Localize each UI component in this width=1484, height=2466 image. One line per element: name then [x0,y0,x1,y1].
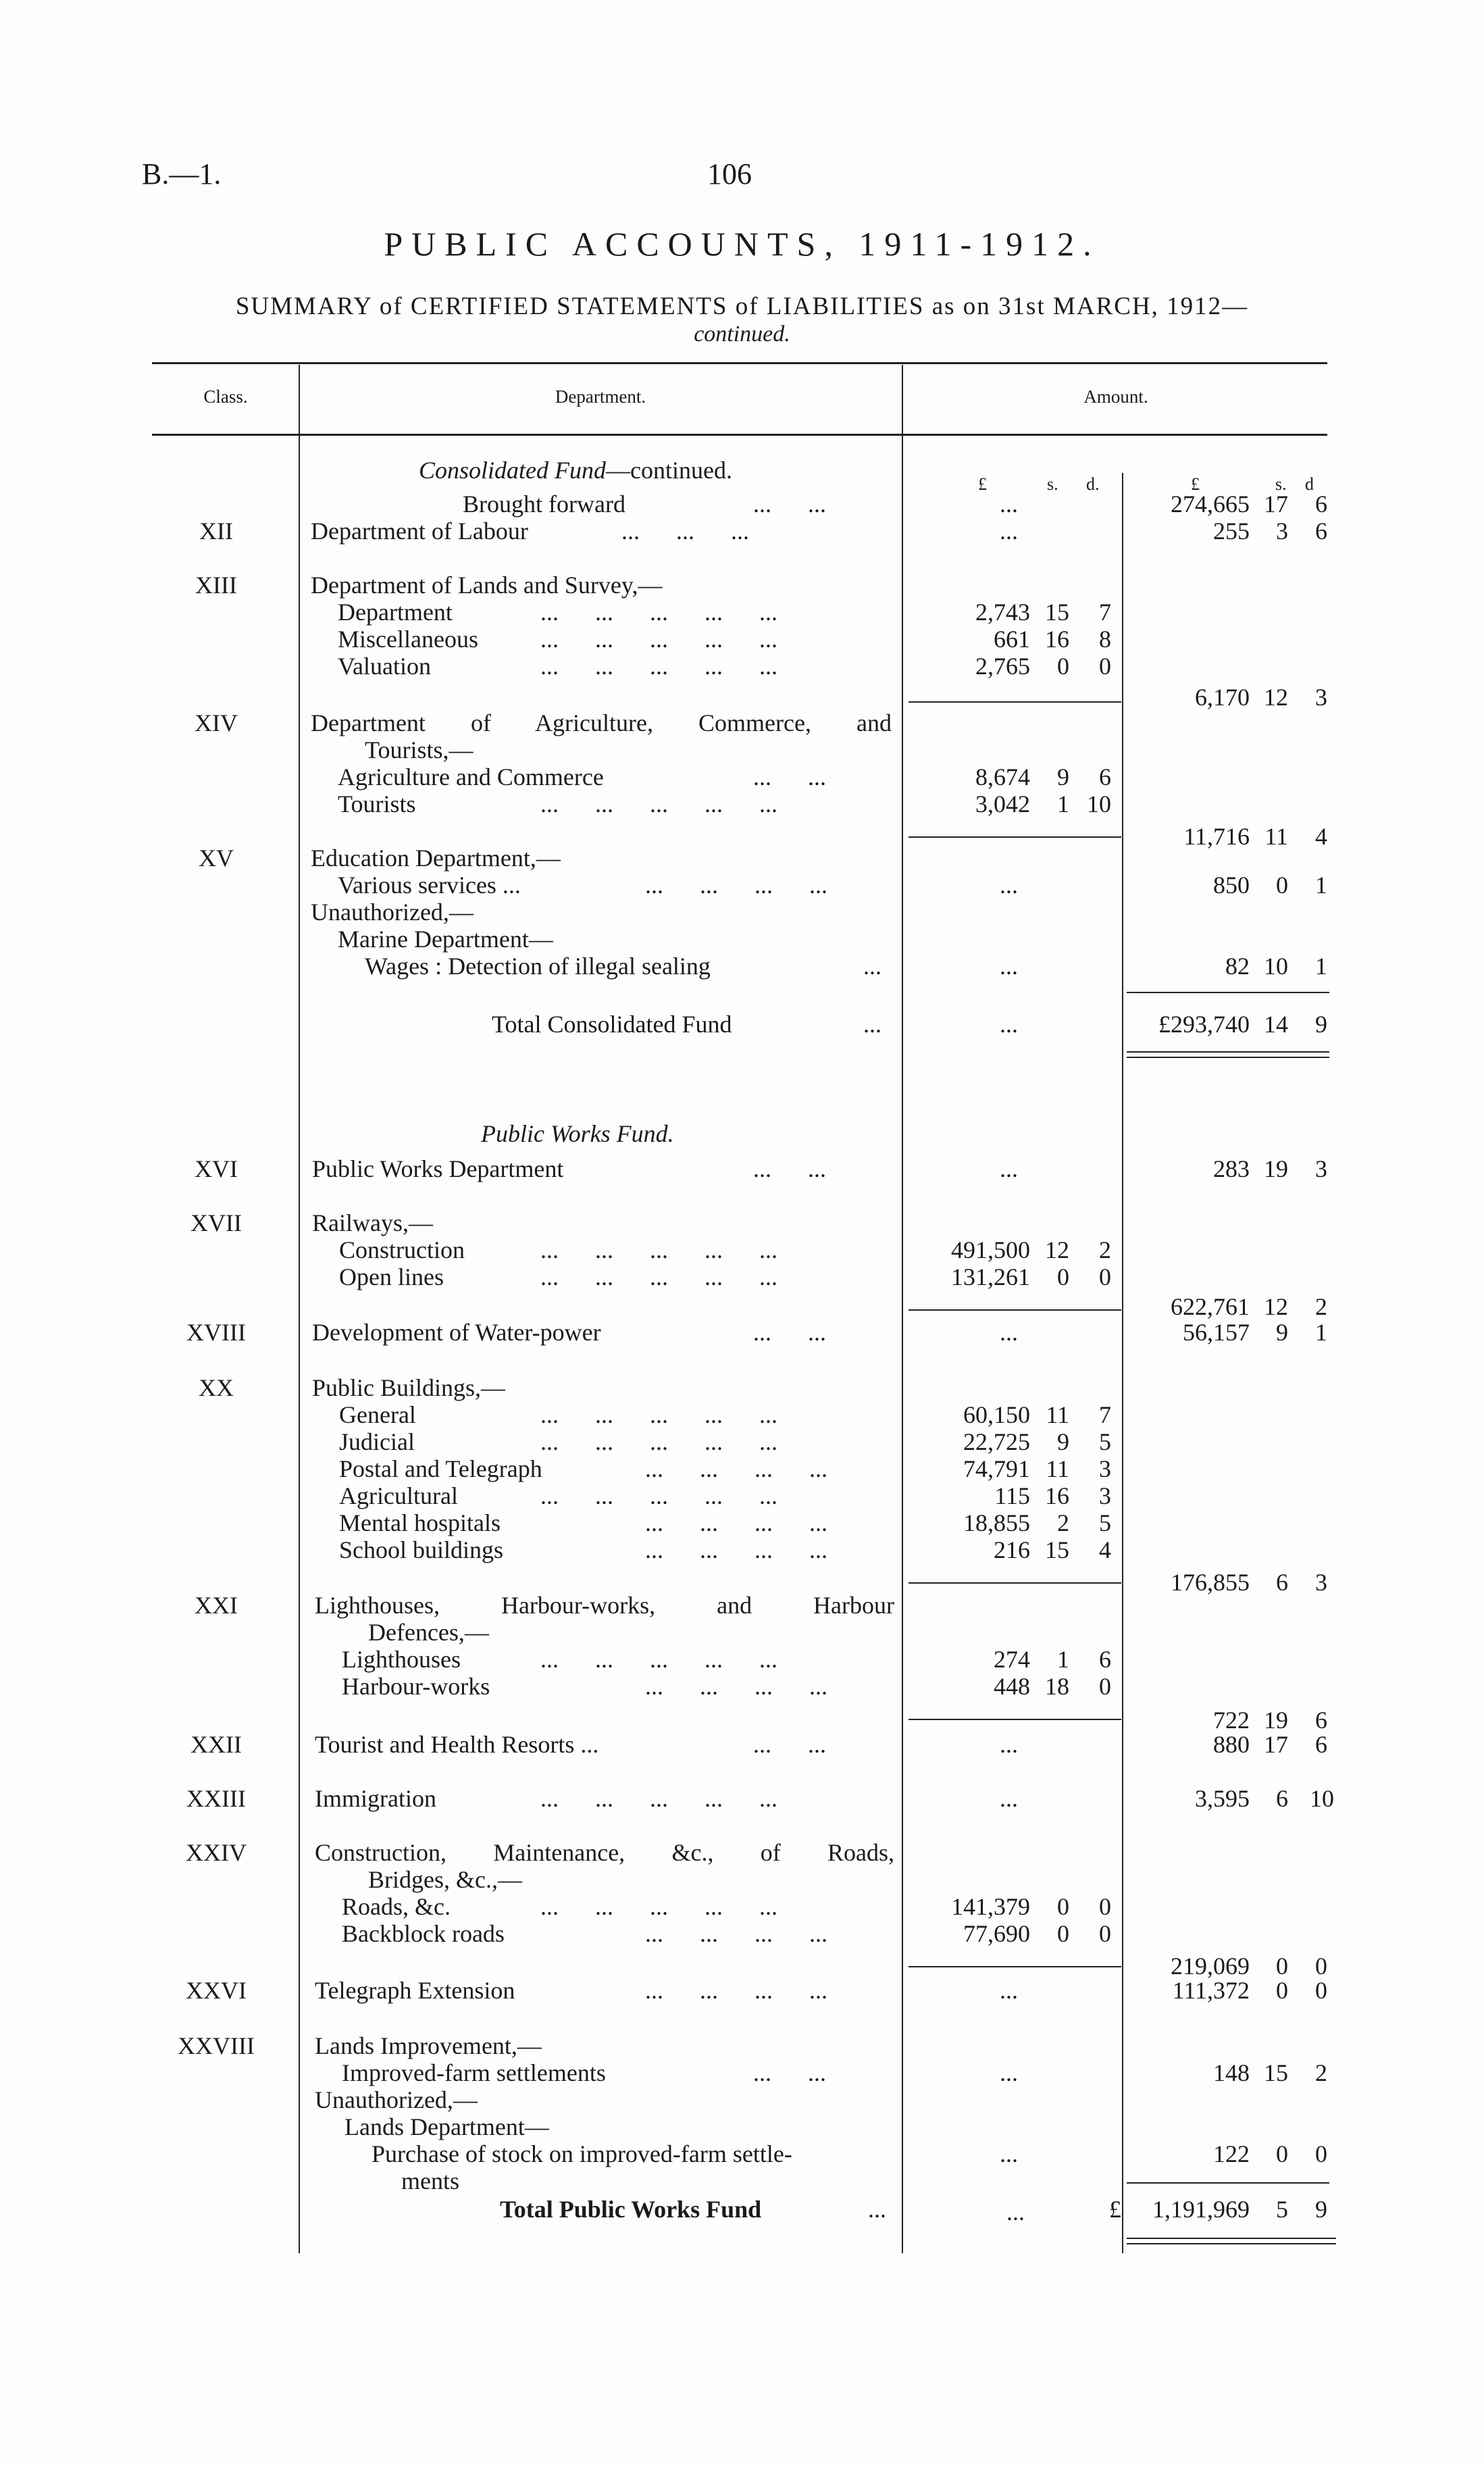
xiii-item-label: Miscellaneous [338,626,478,653]
xxviii-pounds: 148 [1213,2059,1250,2086]
public-works-total-pound-sign: £ [1109,2196,1121,2223]
xxi-total-pounds: 722 [1213,1707,1250,1734]
xxvi-pence: 0 [1315,1977,1327,2004]
dots: ... [1000,1731,1018,1758]
xxiv-total-pounds: 219,069 [1171,1953,1250,1980]
xviii-shillings: 9 [1276,1319,1288,1346]
xx-item-pounds: 18,855 [963,1509,1030,1536]
xxiii-pounds: 3,595 [1195,1785,1250,1812]
dots: ... [1000,1785,1018,1812]
xxviii-label: Lands Improvement,— [315,2032,542,2059]
table-header-rule [152,434,1327,436]
class-xx: XX [199,1374,234,1401]
leaders: ... ... [753,1319,826,1346]
xxiv-item-pence: 0 [1099,1920,1111,1947]
leaders: ... ... ... ... [645,1536,827,1563]
dots: ... [1000,2059,1018,2086]
brought-forward-label: Brought forward [463,490,625,518]
xxiv-item-shillings: 0 [1057,1920,1069,1947]
xiii-total-shillings: 12 [1264,684,1288,711]
xiv-total-shillings: 11 [1264,823,1288,850]
total-double-rule [1127,2238,1336,2239]
consolidated-total-pence: 9 [1315,1011,1327,1038]
xii-label: Department of Labour [311,518,528,545]
leaders: ... ... ... ... [645,1977,827,2004]
xvii-item-pence: 2 [1099,1236,1111,1263]
xv-sub-label: Various services ... [338,872,521,899]
dots: ... [1000,872,1018,899]
xiii-item-pounds: 661 [994,626,1030,653]
xxi-item-shillings: 1 [1057,1646,1069,1673]
xxiii-label: Immigration [315,1785,436,1812]
leaders: ... ... ... ... ... [540,1236,777,1263]
document-subtitle-continued: continued. [694,322,790,347]
dots: ... [1000,518,1018,545]
xiv-total-pounds: 11,716 [1183,823,1250,850]
xx-total-pounds: 176,855 [1171,1569,1250,1596]
subtotal-rule [909,1309,1121,1311]
xvii-item-shillings: 12 [1045,1236,1069,1263]
xvii-total-shillings: 12 [1264,1293,1288,1320]
leaders: ... [863,953,881,980]
xvi-label: Public Works Department [312,1155,564,1182]
xv-label: Education Department,— [311,845,561,872]
unit-shilling-1: s. [1047,474,1058,494]
subtotal-rule [909,836,1121,838]
xx-item-label: School buildings [339,1536,504,1563]
xx-item-label: Mental hospitals [339,1509,501,1536]
class-xiii: XIII [195,572,237,599]
xv-pence: 1 [1315,872,1327,899]
unit-pound-1: £ [978,474,987,494]
xii-shillings: 3 [1276,518,1288,545]
xvii-label: Railways,— [312,1209,433,1236]
leaders: ... ... ... ... [645,1673,827,1700]
class-xxi: XXI [195,1592,238,1619]
leaders: ... ... ... ... [645,1455,827,1482]
xx-item-label: Agricultural [339,1482,458,1509]
xxiii-pence: 10 [1310,1785,1334,1812]
unauthorized-pence: 1 [1315,953,1327,980]
dots: ... [1000,490,1018,518]
xii-pence: 6 [1315,518,1327,545]
leaders: ... [863,1011,881,1038]
leaders: ... ... ... ... ... [540,1482,777,1509]
xiii-item-pounds: 2,743 [975,599,1030,626]
consolidated-total-pounds: £293,740 [1158,1011,1250,1038]
xiii-item-pence: 0 [1099,653,1111,680]
xv-shillings: 0 [1276,872,1288,899]
xxii-pounds: 880 [1213,1731,1250,1758]
xiii-item-pence: 8 [1099,626,1111,653]
xiii-item-pence: 7 [1099,599,1111,626]
xiv-item-label: Agriculture and Commerce [338,763,604,790]
xvii-item-pence: 0 [1099,1263,1111,1290]
xx-total-shillings: 6 [1276,1569,1288,1596]
pw-unauthorized-label: Unauthorized,— [315,2086,478,2113]
leaders: ... ... ... ... ... [540,790,777,817]
xxvi-label: Telegraph Extension [315,1977,515,2004]
consolidated-fund-heading-italic: Consolidated Fund [419,457,606,484]
class-xxiii: XXIII [186,1785,246,1812]
unauthorized-label: Unauthorized,— [311,899,474,926]
xiv-label-line2: Tourists,— [365,736,474,763]
dots: ... [1000,2140,1018,2167]
xiv-label-line1: Department of Agriculture, Commerce, and [311,709,892,736]
leaders: ... ... [753,2059,826,2086]
pw-unauthorized-pence: 0 [1315,2140,1327,2167]
xiii-item-label: Department [338,599,453,626]
xxvi-pounds: 111,372 [1172,1977,1250,2004]
xiii-item-pounds: 2,765 [975,653,1030,680]
xx-item-pounds: 22,725 [963,1428,1030,1455]
xxi-item-label: Lighthouses [342,1646,461,1673]
xxviii-pence: 2 [1315,2059,1327,2086]
xvii-item-label: Construction [339,1236,465,1263]
xx-item-pence: 4 [1099,1536,1111,1563]
leaders: ... ... [753,763,826,790]
document-subtitle: SUMMARY of CERTIFIED STATEMENTS of LIABILITIES as on 31st MARCH, 1912— [235,293,1249,320]
subtotal-rule [909,1582,1121,1584]
xx-total-pence: 3 [1315,1569,1327,1596]
xx-item-shillings: 9 [1057,1428,1069,1455]
xiv-item-label: Tourists [338,790,416,817]
leaders: ... ... ... ... ... [540,1646,777,1673]
xx-item-shillings: 2 [1057,1509,1069,1536]
xiv-item-shillings: 1 [1057,790,1069,817]
consolidated-total-label: Total Consolidated Fund [492,1011,732,1038]
class-xxvi: XXVI [186,1977,247,2004]
xxiv-item-pounds: 141,379 [951,1893,1030,1920]
xiii-total-pence: 3 [1315,684,1327,711]
xxiv-total-pence: 0 [1315,1953,1327,1980]
public-works-total-shillings: 5 [1276,2196,1288,2223]
leaders: ... ... ... ... ... [540,1893,777,1920]
xx-item-pounds: 60,150 [963,1401,1030,1428]
total-rule-top [1127,992,1329,993]
xvii-item-shillings: 0 [1057,1263,1069,1290]
leaders: ... ... [753,1155,826,1182]
xx-item-pence: 7 [1099,1401,1111,1428]
xxiv-item-pence: 0 [1099,1893,1111,1920]
xx-item-pence: 3 [1099,1482,1111,1509]
leaders: ... ... ... ... [645,872,827,899]
unauthorized-shillings: 10 [1264,953,1288,980]
xx-item-pence: 3 [1099,1455,1111,1482]
xviii-label: Development of Water-power [312,1319,601,1346]
xii-pounds: 255 [1213,518,1250,545]
xiii-item-shillings: 0 [1057,653,1069,680]
xxvi-shillings: 0 [1276,1977,1288,2004]
subtotal-rule [909,1719,1121,1720]
xx-item-pence: 5 [1099,1428,1111,1455]
leaders: ... [868,2196,886,2223]
leaders: ... ... [753,490,826,518]
unauthorized-detail-label: Wages : Detection of illegal sealing [365,953,711,980]
xvi-pence: 3 [1315,1155,1327,1182]
public-works-total-pence: 9 [1315,2196,1327,2223]
leaders: ... ... ... ... ... [540,1428,777,1455]
leaders: ... ... ... ... ... [540,1785,777,1812]
xx-item-label: General [339,1401,416,1428]
dots: ... [1000,953,1018,980]
consolidated-fund-heading [419,457,732,484]
xxi-item-label: Harbour-works [342,1673,490,1700]
xiii-item-shillings: 15 [1045,599,1069,626]
xxi-total-pence: 6 [1315,1707,1327,1734]
report-reference: B.—1. [142,157,222,191]
amount-inner-divider [1122,473,1123,2253]
pw-unauthorized-sub-label: Lands Department— [344,2113,549,2140]
xx-item-shillings: 11 [1046,1455,1069,1482]
xxviii-shillings: 15 [1264,2059,1288,2086]
brought-forward-shillings: 17 [1264,490,1288,518]
consolidated-fund-heading-cont: —continued. [606,457,732,484]
leaders: ... ... ... ... ... [540,626,777,653]
class-xxviii: XXVIII [178,2032,255,2059]
xiii-item-shillings: 16 [1045,626,1069,653]
xxi-item-shillings: 18 [1045,1673,1069,1700]
xxi-item-pounds: 448 [994,1673,1030,1700]
table-top-rule [152,362,1327,364]
page-number: 106 [707,157,752,191]
class-xvii: XVII [190,1209,242,1236]
dots: ... [1000,1319,1018,1346]
xxiv-item-label: Backblock roads [342,1920,505,1947]
xvii-total-pounds: 622,761 [1171,1293,1250,1320]
xx-item-pounds: 115 [994,1482,1030,1509]
xvii-item-pounds: 491,500 [951,1236,1030,1263]
consolidated-total-shillings: 14 [1264,1011,1288,1038]
xviii-pounds: 56,157 [1183,1319,1250,1346]
pw-unauthorized-detail-line2: ments [401,2167,459,2194]
class-xxii: XXII [190,1731,242,1758]
pw-unauthorized-detail-line1: Purchase of stock on improved-farm settle- [372,2140,792,2167]
xxi-label-line1: Lighthouses, Harbour-works, and Harbour [315,1592,894,1619]
xv-pounds: 850 [1213,872,1250,899]
xxi-item-pence: 6 [1099,1646,1111,1673]
subtotal-rule [909,1966,1121,1967]
xiii-label: Department of Lands and Survey,— [311,572,663,599]
xvii-item-label: Open lines [339,1263,444,1290]
public-works-total-pounds: 1,191,969 [1152,2196,1250,2223]
xiv-item-shillings: 9 [1057,763,1069,790]
leaders: ... ... [753,1731,826,1758]
xx-item-pounds: 74,791 [963,1455,1030,1482]
xxiv-item-label: Roads, &c. [342,1893,451,1920]
class-xvi: XVI [195,1155,238,1182]
xvii-total-pence: 2 [1315,1293,1327,1320]
public-works-fund-heading: Public Works Fund. [481,1120,674,1147]
xiv-item-pounds: 8,674 [975,763,1030,790]
xiv-total-pence: 4 [1315,823,1327,850]
leaders: ... ... ... [621,518,749,545]
unit-shilling-2: s. [1275,474,1287,494]
xxi-label-line2: Defences,— [368,1619,489,1646]
xxiii-shillings: 6 [1276,1785,1288,1812]
department-column-divider [902,365,903,2253]
xxi-item-pounds: 274 [994,1646,1030,1673]
xiv-item-pence: 10 [1087,790,1111,817]
pw-unauthorized-pounds: 122 [1213,2140,1250,2167]
xvii-item-pounds: 131,261 [951,1263,1030,1290]
total-rule-top [1127,2182,1329,2184]
xviii-pence: 1 [1315,1319,1327,1346]
xxiv-total-shillings: 0 [1276,1953,1288,1980]
xvi-shillings: 19 [1264,1155,1288,1182]
brought-forward-pounds: 274,665 [1171,490,1250,518]
column-header-amount: Amount. [1083,386,1148,407]
leaders: ... ... ... ... ... [540,653,777,680]
total-double-rule [1127,1057,1329,1058]
unit-pound-2: £ [1191,474,1200,494]
xx-item-label: Judicial [339,1428,415,1455]
subtotal-rule [909,701,1121,703]
xxi-total-shillings: 19 [1264,1707,1288,1734]
leaders: ... ... ... ... [645,1509,827,1536]
leaders: ... ... ... ... [645,1920,827,1947]
xvi-pounds: 283 [1213,1155,1250,1182]
xxiv-item-pounds: 77,690 [963,1920,1030,1947]
unauthorized-sub-label: Marine Department— [338,926,553,953]
xx-item-shillings: 15 [1045,1536,1069,1563]
xiii-item-label: Valuation [338,653,431,680]
class-column-divider [299,365,300,2253]
xx-item-label: Postal and Telegraph [339,1455,542,1482]
xxiv-label-line1: Construction, Maintenance, &c., of Roads, [315,1839,894,1866]
xx-label: Public Buildings,— [312,1374,506,1401]
total-double-rule [1127,2243,1336,2244]
xiv-item-pounds: 3,042 [975,790,1030,817]
class-xv: XV [199,845,234,872]
dots: ... [1000,1977,1018,2004]
xxii-label: Tourist and Health Resorts ... [315,1731,599,1758]
xxi-item-pence: 0 [1099,1673,1111,1700]
total-double-rule [1127,1051,1329,1053]
dots: ... [1000,1155,1018,1182]
class-xiv: XIV [195,709,238,736]
xxii-pence: 6 [1315,1731,1327,1758]
class-xxiv: XXIV [186,1839,247,1866]
xiv-item-pence: 6 [1099,763,1111,790]
column-header-class: Class. [203,386,248,407]
xx-item-pounds: 216 [994,1536,1030,1563]
column-header-department: Department. [555,386,646,407]
unauthorized-pounds: 82 [1225,953,1250,980]
public-works-total-label: Total Public Works Fund [500,2196,762,2223]
dots: ... [1000,1011,1018,1038]
xxiv-item-shillings: 0 [1057,1893,1069,1920]
class-xviii: XVIII [186,1319,246,1346]
brought-forward-pence: 6 [1315,490,1327,518]
class-xii: XII [199,518,233,545]
document-title: PUBLIC ACCOUNTS, 1911-1912. [384,225,1100,263]
unit-pence-2: d [1305,474,1314,494]
xiii-total-pounds: 6,170 [1195,684,1250,711]
unit-pence-1: d. [1086,474,1100,494]
xxviii-sub-label: Improved-farm settlements [342,2059,606,2086]
xx-item-shillings: 16 [1045,1482,1069,1509]
xx-item-shillings: 11 [1046,1401,1069,1428]
leaders: ... ... ... ... ... [540,1263,777,1290]
leaders: ... ... ... ... ... [540,1401,777,1428]
xxiv-label-line2: Bridges, &c.,— [368,1866,522,1893]
dots: ... [1006,2198,1025,2225]
pw-unauthorized-shillings: 0 [1276,2140,1288,2167]
xxii-shillings: 17 [1264,1731,1288,1758]
xx-item-pence: 5 [1099,1509,1111,1536]
leaders: ... ... ... ... ... [540,599,777,626]
